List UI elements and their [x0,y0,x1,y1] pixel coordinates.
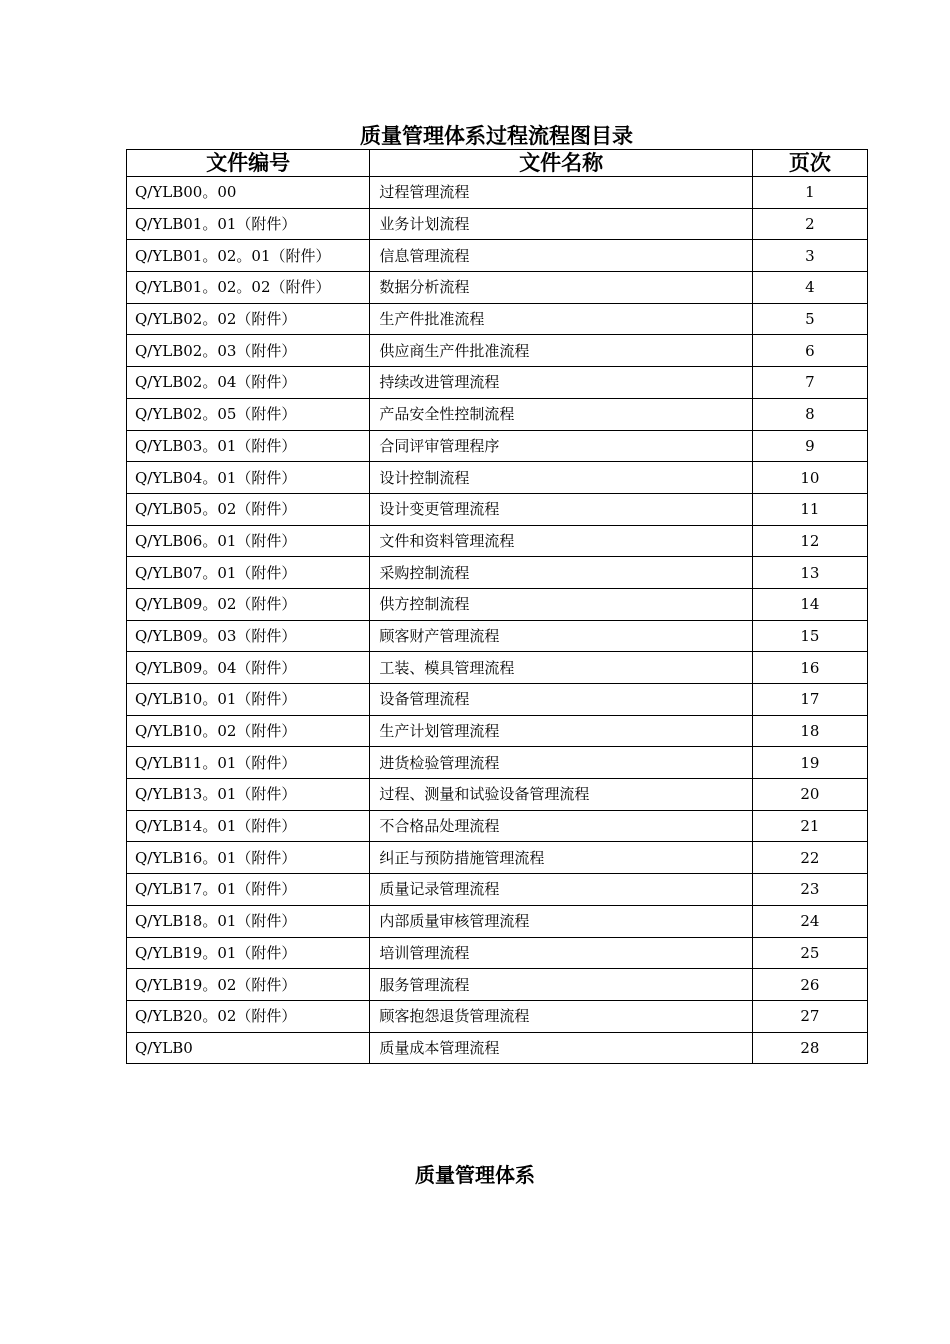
table-row [127,462,868,494]
page-number-cell: 12 [752,525,867,557]
file-code-cell: Q/YLB09。02（附件） [127,588,370,620]
table-row [127,335,868,367]
page-number-cell: 21 [752,810,867,842]
table-row [127,240,868,272]
file-code-cell: Q/YLB01。02。02（附件） [127,272,370,304]
table-row [127,177,868,209]
table-row [127,525,868,557]
file-name-cell: 不合格品处理流程 [370,810,753,842]
file-code-cell: Q/YLB13。01（附件） [127,779,370,811]
file-name-cell: 过程、测量和试验设备管理流程 [370,779,753,811]
page-number-cell: 1 [752,177,867,209]
file-code-cell: Q/YLB05。02（附件） [127,493,370,525]
file-name-cell: 顾客财产管理流程 [370,620,753,652]
file-name-cell: 工装、模具管理流程 [370,652,753,684]
table-row [127,652,868,684]
page-number-cell: 16 [752,652,867,684]
table-row [127,969,868,1001]
table-row [127,367,868,399]
file-name-cell: 服务管理流程 [370,969,753,1001]
toc-table [126,149,868,1064]
file-name-cell: 生产件批准流程 [370,303,753,335]
file-code-cell: Q/YLB16。01（附件） [127,842,370,874]
file-code-cell: Q/YLB10。01（附件） [127,684,370,716]
page-number-cell: 24 [752,905,867,937]
page-number-cell: 3 [752,240,867,272]
page-number-cell: 28 [752,1032,867,1064]
table-row [127,874,868,906]
file-code-cell: Q/YLB01。02。01（附件） [127,240,370,272]
file-name-cell: 设计控制流程 [370,462,753,494]
file-code-cell: Q/YLB09。04（附件） [127,652,370,684]
page-number-cell: 19 [752,747,867,779]
file-code-cell: Q/YLB20。02（附件） [127,1000,370,1032]
page-number-cell: 25 [752,937,867,969]
table-row [127,684,868,716]
file-code-cell: Q/YLB14。01（附件） [127,810,370,842]
table-row [127,842,868,874]
table-row [127,715,868,747]
file-code-cell: Q/YLB00。00 [127,177,370,209]
file-name-cell: 过程管理流程 [370,177,753,209]
table-row [127,937,868,969]
file-name-cell: 质量成本管理流程 [370,1032,753,1064]
page-number-cell: 18 [752,715,867,747]
file-name-cell: 生产计划管理流程 [370,715,753,747]
file-code-cell: Q/YLB02。05（附件） [127,398,370,430]
table-body [127,177,868,1064]
table-row [127,747,868,779]
page-number-cell: 20 [752,779,867,811]
page-number-cell: 6 [752,335,867,367]
file-name-cell: 供应商生产件批准流程 [370,335,753,367]
file-code-cell: Q/YLB10。02（附件） [127,715,370,747]
file-name-cell: 信息管理流程 [370,240,753,272]
table-row [127,588,868,620]
page-number-cell: 11 [752,493,867,525]
file-code-cell: Q/YLB02。02（附件） [127,303,370,335]
document-title: 质量管理体系过程流程图目录 [360,123,633,148]
file-code-cell: Q/YLB03。01（附件） [127,430,370,462]
header-page: 页次 [752,150,867,177]
page-number-cell: 17 [752,684,867,716]
table-row [127,430,868,462]
file-name-cell: 质量记录管理流程 [370,874,753,906]
page-number-cell: 8 [752,398,867,430]
file-code-cell: Q/YLB18。01（附件） [127,905,370,937]
table-row [127,303,868,335]
table-row [127,1032,868,1064]
file-name-cell: 纠正与预防措施管理流程 [370,842,753,874]
file-name-cell: 产品安全性控制流程 [370,398,753,430]
header-file-name: 文件名称 [370,150,753,177]
table-row [127,272,868,304]
file-name-cell: 业务计划流程 [370,208,753,240]
file-name-cell: 持续改进管理流程 [370,367,753,399]
page-number-cell: 9 [752,430,867,462]
file-code-cell: Q/YLB02。03（附件） [127,335,370,367]
file-name-cell: 顾客抱怨退货管理流程 [370,1000,753,1032]
file-name-cell: 采购控制流程 [370,557,753,589]
page-number-cell: 23 [752,874,867,906]
page-number-cell: 5 [752,303,867,335]
file-name-cell: 设计变更管理流程 [370,493,753,525]
page-number-cell: 2 [752,208,867,240]
file-name-cell: 培训管理流程 [370,937,753,969]
file-code-cell: Q/YLB02。04（附件） [127,367,370,399]
file-name-cell: 文件和资料管理流程 [370,525,753,557]
file-code-cell: Q/YLB06。01（附件） [127,525,370,557]
table-row [127,557,868,589]
table-row [127,1000,868,1032]
page-number-cell: 10 [752,462,867,494]
file-code-cell: Q/YLB0 [127,1032,370,1064]
page-number-cell: 4 [752,272,867,304]
file-code-cell: Q/YLB01。01（附件） [127,208,370,240]
header-file-code: 文件编号 [127,150,370,177]
file-code-cell: Q/YLB19。01（附件） [127,937,370,969]
file-code-cell: Q/YLB04。01（附件） [127,462,370,494]
file-code-cell: Q/YLB07。01（附件） [127,557,370,589]
file-code-cell: Q/YLB19。02（附件） [127,969,370,1001]
table-header-row [127,150,868,177]
page-number-cell: 27 [752,1000,867,1032]
file-name-cell: 进货检验管理流程 [370,747,753,779]
table-row [127,779,868,811]
table-row [127,493,868,525]
file-code-cell: Q/YLB09。03（附件） [127,620,370,652]
section-heading: 质量管理体系 [415,1163,535,1187]
file-name-cell: 数据分析流程 [370,272,753,304]
file-code-cell: Q/YLB17。01（附件） [127,874,370,906]
file-name-cell: 合同评审管理程序 [370,430,753,462]
table-row [127,905,868,937]
file-name-cell: 内部质量审核管理流程 [370,905,753,937]
table-row [127,620,868,652]
table-row [127,810,868,842]
page-number-cell: 22 [752,842,867,874]
page-number-cell: 15 [752,620,867,652]
page-number-cell: 13 [752,557,867,589]
table-row [127,398,868,430]
file-name-cell: 供方控制流程 [370,588,753,620]
page-number-cell: 14 [752,588,867,620]
page-number-cell: 26 [752,969,867,1001]
page-number-cell: 7 [752,367,867,399]
file-name-cell: 设备管理流程 [370,684,753,716]
table-row [127,208,868,240]
file-code-cell: Q/YLB11。01（附件） [127,747,370,779]
